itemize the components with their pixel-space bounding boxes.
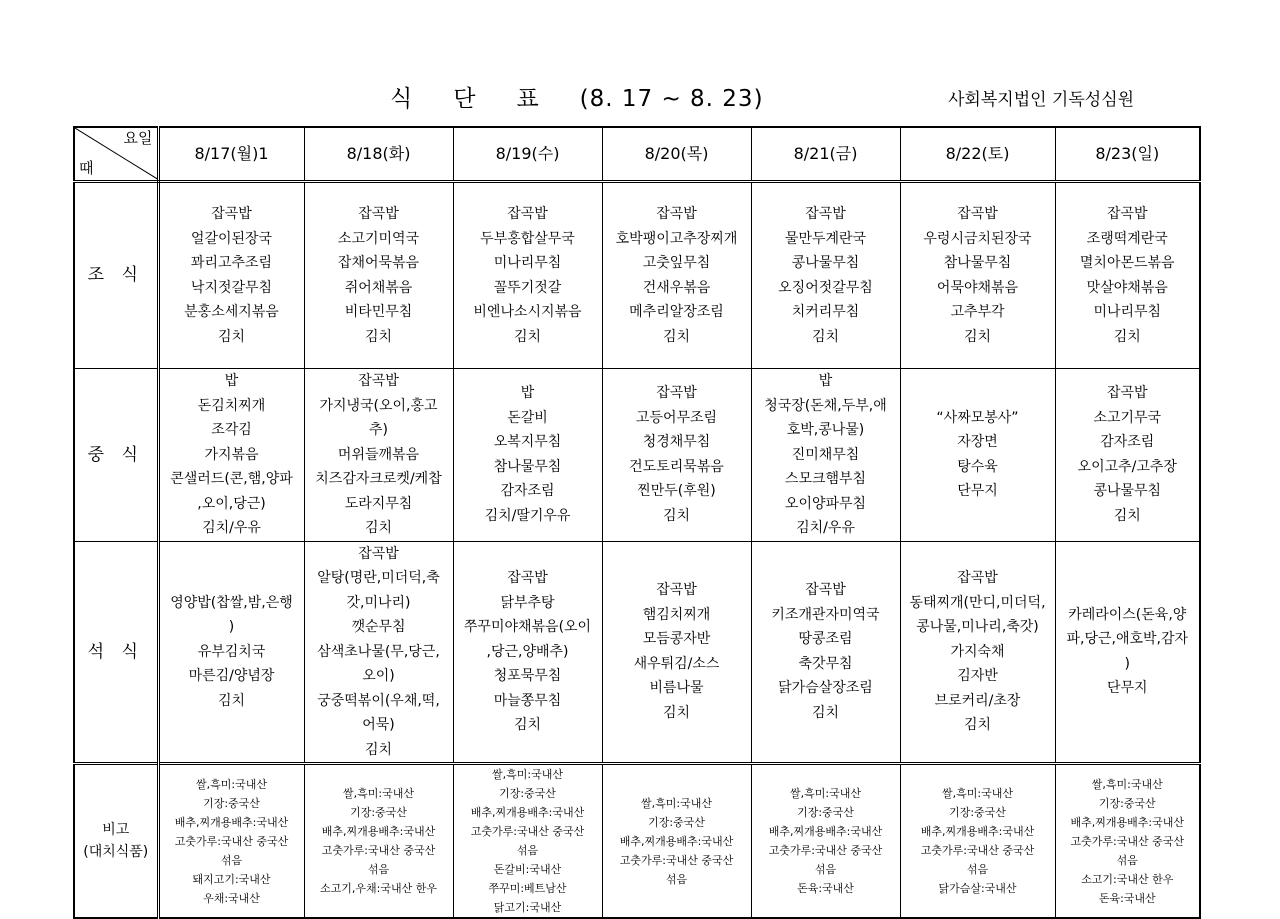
origin-item: 기장:중국산 xyxy=(648,815,705,829)
menu-item: ,당근,양배추) xyxy=(486,643,569,660)
day-header: 8/17(월)1 xyxy=(158,127,304,182)
menu-item: 궁중떡볶이(우채,떡, xyxy=(317,692,440,709)
menu-item: 청국장(돈채,두부,애 xyxy=(764,397,887,414)
menu-item: 잡곡밥 xyxy=(957,206,998,222)
origin-item: 기장:중국산 xyxy=(499,787,556,800)
menu-item: 김치 xyxy=(811,328,840,345)
menu-item: 어묵) xyxy=(362,717,395,733)
origin-item: 기장:중국산 xyxy=(350,806,407,819)
menu-item: 건새우볶음 xyxy=(642,279,711,296)
menu-item: 미나리무침 xyxy=(1093,304,1162,320)
menu-title xyxy=(390,80,764,113)
menu-item: 잡곡밥 xyxy=(507,570,548,586)
menu-cell xyxy=(304,764,453,919)
menu-cell xyxy=(602,764,751,919)
menu-item: 낙지젓갈무침 xyxy=(190,279,273,296)
dinner-row xyxy=(74,541,1200,764)
menu-item: 잡곡밥 xyxy=(358,373,399,389)
day-header: 8/21(금) xyxy=(751,127,900,182)
menu-cell xyxy=(453,182,602,369)
origin-item: 소고기:국내산 한우 xyxy=(1081,872,1174,886)
menu-item: 가지냉국(오이,홍고 xyxy=(319,397,438,414)
menu-item: 오이) xyxy=(362,668,395,684)
menu-item: 스모크햄부침 xyxy=(784,471,867,487)
menu-item: 메추리알장조림 xyxy=(629,304,724,320)
origin-item: 배추,찌개용배추:국내산 xyxy=(470,806,585,819)
menu-item: 조각김 xyxy=(211,422,252,438)
menu-item: 밥 xyxy=(520,385,535,402)
origin-item: 배추,찌개용배추:국내산 xyxy=(920,825,1035,838)
origin-item: 쌀,흑미:국내산 xyxy=(492,768,563,781)
menu-item: 고등어무조림 xyxy=(635,409,718,426)
menu-cell xyxy=(602,369,751,542)
menu-item: 치커리무침 xyxy=(791,304,860,320)
menu-item: 고춧잎무침 xyxy=(642,255,711,271)
menu-item: 오이고추/고추장 xyxy=(1077,458,1177,475)
menu-item: 닭부추탕 xyxy=(500,594,555,611)
menu-item: 멸치아몬드볶음 xyxy=(1079,255,1175,271)
menu-item: 쥐어채볶음 xyxy=(344,279,413,296)
origin-item: 고춧가루:국내산 중국산 xyxy=(174,834,289,848)
menu-item: 김치 xyxy=(217,328,246,345)
menu-item: 비름나물 xyxy=(649,680,704,697)
menu-cell xyxy=(1055,182,1200,369)
menu-item: 비타민무침 xyxy=(344,304,413,320)
origin-item: 쌀,흑미:국내산 xyxy=(343,787,414,800)
menu-item: 잡곡밥 xyxy=(957,570,998,586)
menu-item: 파,당근,애호박,감자 xyxy=(1066,631,1189,648)
origin-item: 쌀,흑미:국내산 xyxy=(942,787,1013,800)
menu-item: 진미채무침 xyxy=(791,446,860,463)
origin-item: 섞음 xyxy=(1116,853,1138,867)
origin-item: 닭가슴살:국내산 xyxy=(938,882,1017,895)
menu-item: 김치 xyxy=(1113,328,1141,345)
menu-item: 비엔나소시지볶음 xyxy=(473,304,582,320)
menu-item: 김치 xyxy=(364,741,393,758)
origin-item: 쌀,흑미:국내산 xyxy=(790,787,861,800)
menu-item: 김치 xyxy=(662,328,691,345)
origin-item: 쌀,흑미:국내산 xyxy=(1091,777,1163,791)
menu-cell xyxy=(304,541,453,764)
origin-item: 고춧가루:국내산 중국산 xyxy=(619,853,734,867)
menu-item: 김치 xyxy=(513,717,542,733)
breakfast-row xyxy=(74,182,1200,369)
lunch-row xyxy=(74,369,1200,542)
menu-item: 김치/딸기우유 xyxy=(484,507,571,524)
menu-item: 삼색초나물(무,당근, xyxy=(317,643,440,660)
title-char: 표 xyxy=(516,86,540,112)
menu-item: 김치 xyxy=(217,692,246,709)
menu-item: 쭈꾸미야채볶음(오이 xyxy=(463,619,592,635)
menu-item: 단무지 xyxy=(1106,680,1148,697)
menu-item: 알탕(명란,미더덕,축 xyxy=(317,570,440,586)
menu-item: 맛살야채볶음 xyxy=(1086,279,1168,296)
origin-item: 섞음 xyxy=(966,863,989,876)
origin-item: 고춧가루:국내산 중국산 xyxy=(470,825,585,838)
menu-item: 밥 xyxy=(818,373,833,389)
meal-label xyxy=(74,764,158,919)
menu-item: 김치 xyxy=(1113,507,1141,524)
menu-item: 잡곡밥 xyxy=(358,206,399,222)
menu-item: 미나리무침 xyxy=(493,255,562,271)
menu-table xyxy=(73,126,1201,919)
day-header: 8/18(화) xyxy=(304,127,453,182)
menu-item: 잡곡밥 xyxy=(507,206,548,222)
menu-item: 콩나물,미나리,축갓) xyxy=(916,619,1039,635)
menu-item: 물만두계란국 xyxy=(784,230,867,247)
menu-item: 새우튀김/소스 xyxy=(633,655,720,672)
origin-item: 기장:중국산 xyxy=(1098,796,1156,810)
day-header: 8/20(목) xyxy=(602,127,751,182)
origin-item: 섞음 xyxy=(367,863,390,876)
menu-item: 청경채무침 xyxy=(642,434,711,451)
origin-item: 고춧가루:국내산 중국산 xyxy=(768,844,883,857)
origin-item: 기장:중국산 xyxy=(797,806,854,819)
menu-item: 돈김치찌개 xyxy=(197,397,266,414)
menu-item: 단무지 xyxy=(957,483,998,500)
origin-item: 우채:국내산 xyxy=(203,891,260,905)
menu-item: 카레라이스(돈육,양 xyxy=(1068,606,1187,623)
menu-item: 유부김치국 xyxy=(197,643,266,660)
notes-row xyxy=(74,764,1200,919)
origin-item: 고춧가루:국내산 중국산 xyxy=(321,844,436,857)
origin-item: 쌀,흑미:국내산 xyxy=(196,777,267,791)
menu-item: 잡곡밥 xyxy=(656,206,697,222)
origin-item: 섞음 xyxy=(516,844,539,857)
meal-label: 중 식 xyxy=(74,369,158,542)
menu-item: 호박,콩나물) xyxy=(786,422,865,438)
meal-label-line: (대치식품) xyxy=(83,844,149,860)
menu-item: 머위들깨볶음 xyxy=(337,446,420,463)
menu-item: 고추부각 xyxy=(950,304,1005,320)
menu-item: 밥 xyxy=(224,373,239,389)
menu-item: 오복지무침 xyxy=(493,434,562,451)
menu-item: 김치 xyxy=(364,328,393,345)
origin-item: 배추,찌개용배추:국내산 xyxy=(321,825,436,838)
menu-item: 돈갈비 xyxy=(507,409,548,426)
corner-time-label: 때 xyxy=(79,159,94,177)
origin-item: 고춧가루:국내산 중국산 xyxy=(1070,834,1184,848)
menu-item: 가지볶음 xyxy=(204,446,259,463)
menu-item: 마른김/양념장 xyxy=(188,668,275,684)
menu-cell xyxy=(1055,541,1200,764)
menu-cell xyxy=(751,182,900,369)
day-header: 8/19(수) xyxy=(453,127,602,182)
menu-item: 마늘쫑무침 xyxy=(493,692,562,709)
menu-cell xyxy=(602,541,751,764)
menu-item: 콩나물무침 xyxy=(1093,483,1162,500)
menu-cell xyxy=(1055,369,1200,542)
meal-label: 석 식 xyxy=(74,541,158,764)
menu-cell xyxy=(900,541,1055,764)
menu-cell xyxy=(158,369,304,542)
menu-item: 참나물무침 xyxy=(493,458,562,475)
origin-item: 기장:중국산 xyxy=(949,806,1006,819)
menu-item: 모듬콩자반 xyxy=(642,631,711,648)
menu-cell xyxy=(900,764,1055,919)
menu-item: 조랭떡계란국 xyxy=(1086,230,1168,247)
menu-item: 소고기미역국 xyxy=(337,230,420,247)
menu-cell xyxy=(453,764,602,919)
menu-item: 오이양파무침 xyxy=(784,495,867,512)
menu-item: 추) xyxy=(369,422,388,438)
menu-item: 깻순무침 xyxy=(351,619,406,635)
menu-item: 잡곡밥 xyxy=(1106,206,1148,222)
menu-item: 잡곡밥 xyxy=(358,545,399,562)
origin-item: 기장:중국산 xyxy=(203,796,260,810)
menu-item: 감자조림 xyxy=(1100,434,1155,451)
menu-item: 김치 xyxy=(963,717,992,733)
origin-item: 쭈꾸미:베트남산 xyxy=(488,882,567,895)
day-header: 8/23(일) xyxy=(1055,127,1200,182)
origin-item: 닭고기:국내산 xyxy=(493,901,562,914)
menu-cell xyxy=(453,369,602,542)
menu-item: 김자반 xyxy=(957,668,998,684)
day-header: 8/22(토) xyxy=(900,127,1055,182)
origin-item: 고춧가루:국내산 중국산 xyxy=(920,844,1035,857)
menu-item: 김치 xyxy=(811,704,840,721)
menu-cell xyxy=(751,369,900,542)
menu-item: 잡곡밥 xyxy=(805,206,846,222)
menu-item: 얼갈이된장국 xyxy=(190,230,273,247)
menu-item: ) xyxy=(1124,655,1130,672)
menu-item: 두부홍합살무국 xyxy=(480,230,575,247)
menu-item: 잡곡밥 xyxy=(211,206,252,222)
menu-item: 도라지무침 xyxy=(344,495,413,512)
menu-item: 치즈감자크로켓/케찹 xyxy=(315,471,442,487)
origin-item: 배추,찌개용배추:국내산 xyxy=(174,815,289,829)
menu-item: 오징어젓갈무침 xyxy=(778,279,873,296)
menu-item: “사짜모봉사” xyxy=(936,409,1019,426)
menu-item: 햄김치찌개 xyxy=(642,606,711,623)
origin-item: 섞음 xyxy=(814,863,837,876)
menu-item: 김치 xyxy=(662,507,691,524)
menu-item: 분홍소세지볶음 xyxy=(184,304,279,320)
menu-cell xyxy=(900,182,1055,369)
menu-item: 참나물무침 xyxy=(943,255,1012,271)
menu-item: 꼴뚜기젓갈 xyxy=(493,279,562,296)
menu-item: 축갓무침 xyxy=(798,655,853,672)
menu-cell xyxy=(453,541,602,764)
menu-item: 어묵야채볶음 xyxy=(936,279,1019,296)
origin-item: 돼지고기:국내산 xyxy=(192,872,271,886)
menu-cell xyxy=(751,764,900,919)
menu-item: 가지숙채 xyxy=(950,643,1005,660)
menu-item: 청포묵무침 xyxy=(493,668,562,684)
meal-label: 조 식 xyxy=(74,182,158,369)
menu-item: 동태찌개(만디,미더덕, xyxy=(909,594,1046,611)
corner-day-label: 요일 xyxy=(123,129,153,147)
menu-item: 자장면 xyxy=(957,434,998,451)
menu-item: 잡곡밥 xyxy=(1106,385,1148,402)
menu-cell xyxy=(900,369,1055,542)
menu-cell xyxy=(158,764,304,919)
menu-cell xyxy=(158,541,304,764)
origin-item: 배추,찌개용배추:국내산 xyxy=(1070,815,1184,829)
menu-item: 잡곡밥 xyxy=(805,582,846,599)
menu-item: 탕수육 xyxy=(957,458,998,475)
origin-item: 돈갈비:국내산 xyxy=(493,863,562,876)
menu-item: 갓,미나리) xyxy=(346,594,411,611)
menu-cell xyxy=(751,541,900,764)
menu-item: 김치 xyxy=(513,328,542,345)
menu-item: 키조개관자미역국 xyxy=(771,606,880,623)
corner-cell xyxy=(74,127,158,182)
meal-label-line: 비고 xyxy=(102,822,130,838)
menu-item: 꽈리고추조림 xyxy=(190,255,273,271)
origin-item: 섞음 xyxy=(220,853,243,867)
menu-cell xyxy=(304,369,453,542)
origin-item: 섞음 xyxy=(665,872,688,886)
menu-cell xyxy=(1055,764,1200,919)
menu-item: 찐만두(후원) xyxy=(637,483,716,500)
origin-item: 소고기,우채:국내산 한우 xyxy=(320,882,437,895)
origin-item: 돈육:국내산 xyxy=(1098,891,1156,905)
menu-item: 닭가슴살장조림 xyxy=(778,680,873,697)
menu-item: 영양밥(찹쌀,밤,은행 xyxy=(170,594,293,611)
menu-item: 김치 xyxy=(364,520,393,536)
origin-item: 쌀,흑미:국내산 xyxy=(641,796,712,810)
menu-cell xyxy=(304,182,453,369)
menu-cell xyxy=(602,182,751,369)
menu-item: 우렁시금치된장국 xyxy=(923,230,1032,247)
menu-item: 잡채어묵볶음 xyxy=(337,255,420,271)
menu-item: 잡곡밥 xyxy=(656,582,697,599)
origin-item: 배추,찌개용배추:국내산 xyxy=(768,825,883,838)
menu-item: ,오이,당근) xyxy=(197,495,266,512)
header-row xyxy=(74,127,1200,182)
menu-item: 브로커리/초장 xyxy=(934,692,1021,709)
title-char: 단 xyxy=(453,86,477,112)
title-period: (8. 17 ~ 8. 23) xyxy=(579,86,764,112)
menu-item: 호박팽이고추장찌개 xyxy=(615,230,738,247)
menu-item: 김치 xyxy=(662,704,691,721)
title-char: 식 xyxy=(390,86,414,112)
menu-cell xyxy=(158,182,304,369)
menu-item: 김치 xyxy=(963,328,992,345)
menu-item: 땅콩조림 xyxy=(798,631,853,648)
menu-item: 잡곡밥 xyxy=(656,385,697,402)
menu-item: 감자조림 xyxy=(500,483,555,500)
menu-item: 건도토리묵볶음 xyxy=(629,458,724,475)
menu-item: 콩나물무침 xyxy=(791,255,860,271)
menu-item: 김치/우유 xyxy=(202,520,261,536)
organization-name: 사회복지법인 기독성심원 xyxy=(948,90,1135,110)
origin-item: 배추,찌개용배추:국내산 xyxy=(619,834,734,848)
menu-item: ) xyxy=(228,619,235,635)
menu-item: 김치/우유 xyxy=(796,520,855,536)
menu-item: 소고기무국 xyxy=(1093,409,1162,426)
menu-item: 콘샐러드(콘,햄,양파 xyxy=(170,471,293,487)
origin-item: 돈육:국내산 xyxy=(797,882,854,895)
